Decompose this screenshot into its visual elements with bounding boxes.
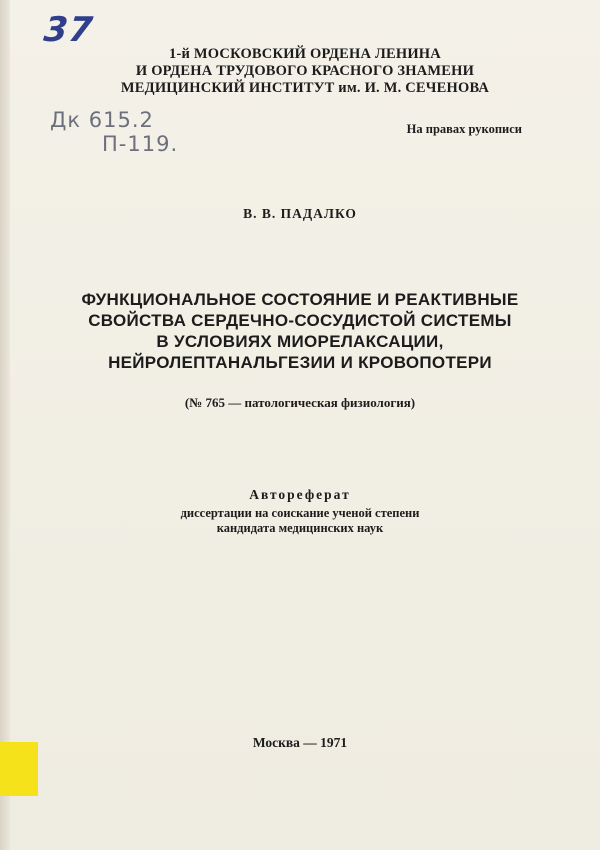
abstract-heading: Автореферат: [249, 487, 351, 502]
author-name: В. В. ПАДАЛКО: [243, 206, 357, 221]
handwritten-number: 37: [41, 10, 96, 50]
title-line: НЕЙРОЛЕПТАНАЛЬГЕЗИИ И КРОВОПОТЕРИ: [108, 353, 492, 372]
manuscript-rights-note: На правах рукописи: [406, 122, 522, 136]
institution-line: МЕДИЦИНСКИЙ ИНСТИТУТ им. И. М. СЕЧЕНОВА: [120, 80, 490, 96]
title-line: В УСЛОВИЯХ МИОРЕЛАКСАЦИИ,: [156, 332, 444, 351]
title-line: ФУНКЦИОНАЛЬНОЕ СОСТОЯНИЕ И РЕАКТИВНЫЕ: [81, 290, 519, 309]
degree-line: диссертации на соискание ученой степени: [180, 506, 420, 520]
title-line: СВОЙСТВА СЕРДЕЧНО-СОСУДИСТОЙ СИСТЕМЫ: [88, 311, 512, 330]
handwritten-classification: Дк 615.2: [50, 108, 154, 132]
place-and-year: Москва — 1971: [252, 735, 348, 750]
dissertation-title: [40, 289, 560, 373]
institution-name: [110, 46, 500, 97]
scan-edge: [0, 0, 10, 850]
handwritten-shelfmark: П-119.: [102, 132, 179, 156]
degree-line: кандидата медицинских наук: [216, 521, 384, 535]
institution-line: И ОРДЕНА ТРУДОВОГО КРАСНОГО ЗНАМЕНИ: [135, 63, 475, 79]
specialty-code: (№ 765 — патологическая физиология): [184, 395, 416, 410]
institution-line: 1-й МОСКОВСКИЙ ОРДЕНА ЛЕНИНА: [169, 46, 441, 62]
degree-statement: [0, 506, 600, 536]
